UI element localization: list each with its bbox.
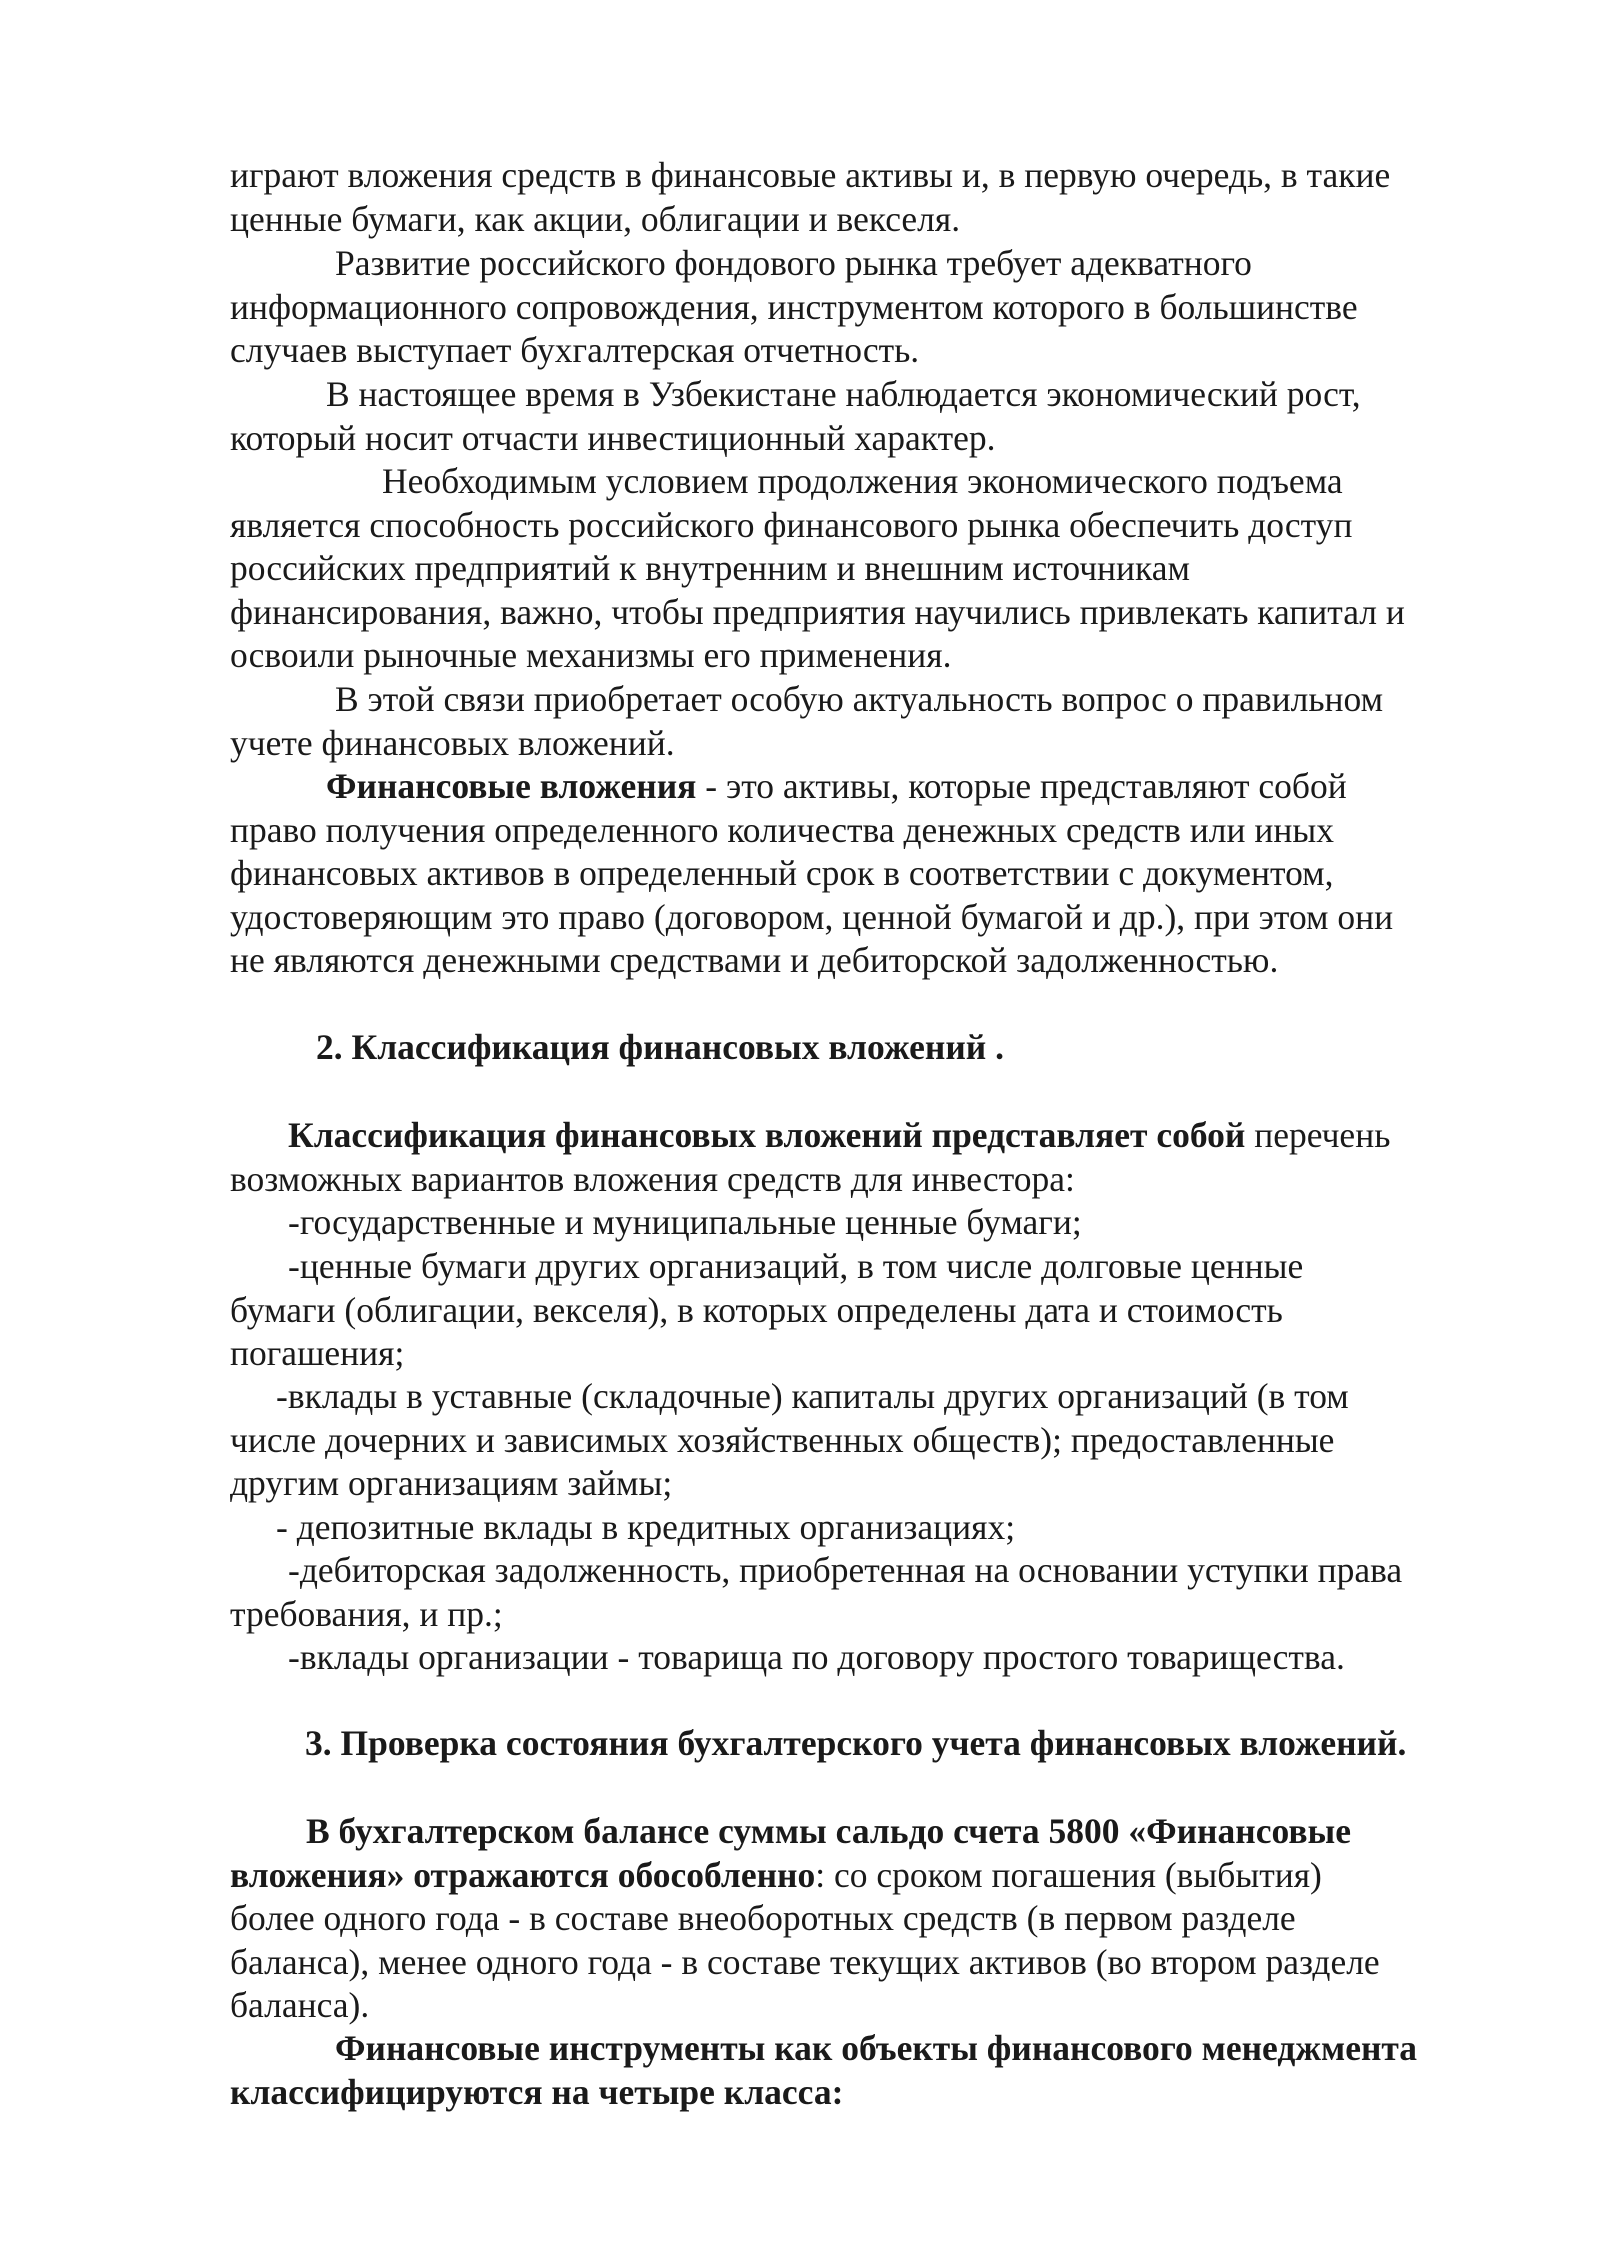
list-item (230, 1201, 1520, 1245)
text-line: баланса), менее одного года - в составе текущих активов (во втором разделе (230, 1941, 1380, 1982)
text-line: удостоверяющим это право (договором, ценной бумагой и др.), при этом они (230, 896, 1394, 937)
paragraph-balance-sheet (230, 1810, 1520, 2028)
text-line: информационного сопровождения, инструментом которого в большинстве (230, 286, 1358, 327)
section-heading-audit: 3. Проверка состояния бухгалтерского учета финансовых вложений. (305, 1723, 1407, 1763)
classification-bold: Классификация финансовых вложений представляет собой (288, 1115, 1246, 1155)
text-line: погашения; (230, 1333, 405, 1374)
text-line (230, 1854, 1520, 1898)
text-line: классифицируются на четыре класса: (230, 2071, 844, 2112)
paragraph-relevance (230, 678, 1520, 765)
paragraph-assets-intro (230, 154, 1520, 241)
text-line: возможных вариантов вложения средств для инвестора: (230, 1158, 1075, 1199)
list-item (230, 1636, 1520, 1680)
text-line: учете финансовых вложений. (230, 722, 675, 763)
paragraph-definition (230, 765, 1520, 983)
text-line: бумаги (облигации, векселя), в которых определены дата и стоимость (230, 1289, 1283, 1330)
definition-text: - это активы, которые представляют собой (696, 766, 1347, 806)
paragraph-economic-growth (230, 373, 1520, 460)
text-line: финансовых активов в определенный срок в соответствии с документом, (230, 853, 1334, 894)
text-line: -дебиторская задолженность, приобретенная на основании уступки права (288, 1550, 1403, 1590)
list-item (230, 1245, 1520, 1376)
text-line (230, 765, 1520, 809)
text-line: -государственные и муниципальные ценные бумаги; (288, 1202, 1082, 1242)
text-line: более одного года - в составе внеоборотных средств (в первом разделе (230, 1898, 1296, 1939)
text-line: российских предприятий к внутренним и внешним источникам (230, 548, 1190, 589)
text-line: Финансовые инструменты как объекты финансового менеджмента (335, 2028, 1418, 2068)
text-line: который носит отчасти инвестиционный характер. (230, 417, 996, 458)
text-line: ценные бумаги, как акции, облигации и векселя. (230, 198, 961, 239)
text-line: играют вложения средств в финансовые активы и, в первую очередь, в такие (230, 155, 1391, 195)
text-line: числе дочерних и зависимых хозяйственных обществ); предоставленные (230, 1419, 1335, 1460)
text-line: В этой связи приобретает особую актуальность вопрос о правильном (335, 679, 1384, 719)
paragraph-necessary-condition (230, 460, 1520, 678)
text-line: требования, и пр.; (230, 1593, 503, 1634)
text-line: - депозитные вклады в кредитных организациях; (276, 1507, 1016, 1547)
text-line: освоили рыночные механизмы его применения. (230, 635, 952, 676)
paragraph-instruments (230, 2027, 1520, 2114)
text-line: финансирования, важно, чтобы предприятия научились привлекать капитал и (230, 591, 1405, 632)
text-line: баланса). (230, 1985, 370, 2026)
text-line: не являются денежными средствами и дебиторской задолженностью. (230, 940, 1279, 981)
list-item (230, 1506, 1520, 1550)
text-line: -ценные бумаги других организаций, в том числе долговые ценные (288, 1246, 1304, 1286)
definition-term: Финансовые вложения (326, 766, 697, 806)
text-line: Развитие российского фондового рынка требует адекватного (335, 243, 1252, 283)
paragraph-stock-market (230, 242, 1520, 373)
text-line: В настоящее время в Узбекистане наблюдается экономический рост, (326, 374, 1361, 414)
text-line: случаев выступает бухгалтерская отчетность. (230, 330, 920, 371)
text-line: -вклады в уставные (складочные) капиталы других организаций (в том (276, 1376, 1349, 1416)
classification-text: перечень (1245, 1115, 1391, 1155)
text-line: другим организациям займы; (230, 1463, 673, 1504)
paragraph-classification (230, 1114, 1520, 1201)
text-line (230, 1114, 1520, 1158)
section-heading-classification: 2. Классификация финансовых вложений . (316, 1027, 1004, 1067)
list-item (230, 1375, 1520, 1506)
balance-text: : со сроком погашения (выбытия) (815, 1854, 1322, 1895)
text-line: Необходимым условием продолжения экономического подъема (382, 461, 1343, 501)
text-line: В бухгалтерском балансе суммы сальдо счета 5800 «Финансовые (306, 1811, 1351, 1851)
text-line: является способность российского финансового рынка обеспечить доступ (230, 504, 1353, 545)
balance-bold: вложения» отражаются обособленно (230, 1854, 816, 1895)
list-item (230, 1549, 1520, 1636)
text-line: -вклады организации - товарища по договору простого товарищества. (288, 1637, 1345, 1677)
text-line: право получения определенного количества денежных средств или иных (230, 809, 1334, 850)
